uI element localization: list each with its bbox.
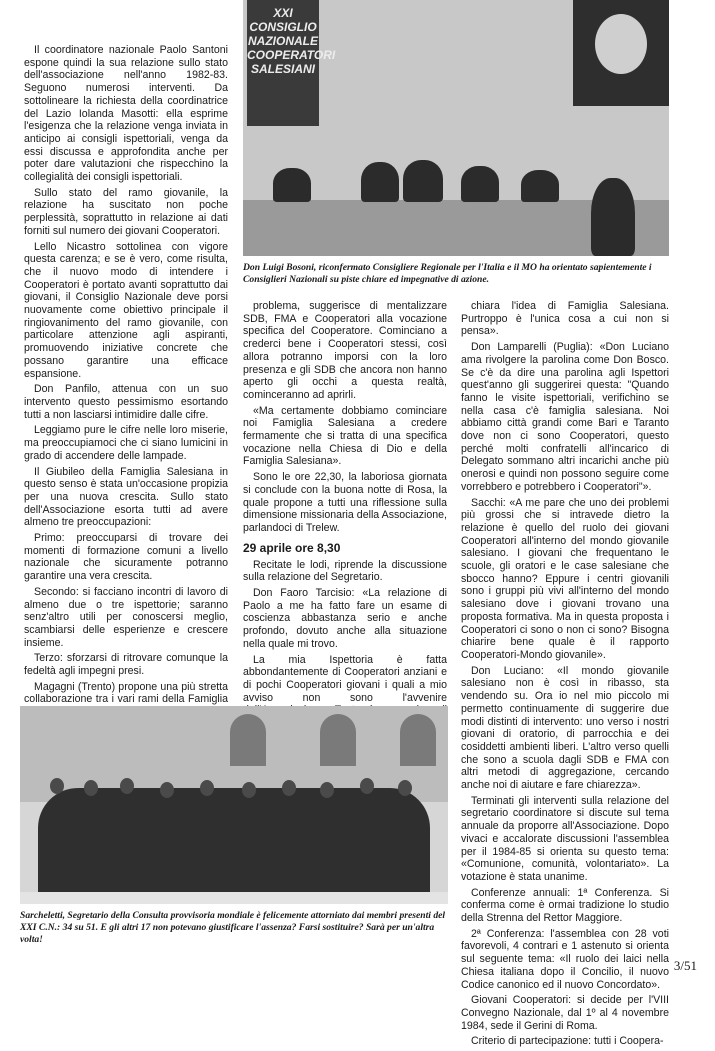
group-of-people: [38, 788, 430, 898]
paragraph: Don Lamparelli (Puglia): «Don Luciano ama rivolgere la parolina come Don Bosco. Se c'è da dire una parolina agli Ispettori quest'anno gli suggerirei questa: "Quando fanno le visite ispettoriali, verifichino se nella casa c'è famiglia salesiana. Noi abbiamo città grandi come Bari e Taranto dove non ci sono Cooperatori, questo perché molti confratelli all'incarico di Delegato sommano altri incarichi anche più onerosi e quindi non possono seguire come vorrebbero e potrebbero i Cooperatori"».: [461, 341, 669, 493]
paragraph: Il coordinatore nazionale Paolo Santoni espone quindi la sua relazione sullo stato dell'associazione nell'anno 1982-83. Seguono numerosi interventi. Da sottolineare la richiesta della coordinatrice del Lazio Iolanda Masotti: ella esprime l'esigenza che la relazione venga inviata in anticipo ai consigli ispettoriali, venga da essi discussa e approfondita anche per poter dare valutazioni che rispecchino la collegialità dei consigli ispettoriali.: [24, 44, 228, 184]
paragraph: «Ma certamente dobbiamo cominciare noi Famiglia Salesiana a credere fermamente che si tratta di una specifica vocazione nella Chiesa di Dio e della Famiglia Salesiana».: [243, 404, 447, 468]
paragraph: Don Panfilo, attenua con un suo intervento questo pessimismo esortando tutti a non lasciarsi intimidire dalle cifre.: [24, 383, 228, 421]
paragraph: Giovani Cooperatori: si decide per l'VIII Convegno Nazionale, dal 1º al 4 novembre 1984, sede il Gerini di Roma.: [461, 994, 669, 1032]
paragraph: Sullo stato del ramo giovanile, la relazione ha suscitato non poche perplessità, soprattutto in relazione ai dati forniti sul numero dei giovani Cooperatori.: [24, 186, 228, 237]
page-number: 3/51: [673, 958, 697, 973]
group-photo: [20, 706, 448, 904]
paragraph: La mia Ispettoria è fatta abbondantemente di Cooperatori anziani e di pochi Cooperatori giovani i quali a mio avviso non sono l'avvenire: [243, 653, 447, 704]
paragraph: Magagni (Trento) propone una più stretta collaborazione tra i vari rami della Famiglia: [24, 680, 228, 706]
paragraph: Recitate le lodi, riprende la discussione sulla relazione del Segretario.: [243, 558, 447, 584]
conference-banner: XXI CONSIGLIO NAZIONALE COOPERATORI SALESIANI: [247, 0, 319, 126]
paragraph: Primo: preoccuparsi di trovare dei momenti di formazione comuni a livello nazionale che sicuramente potranno garantire una vera crescita.: [24, 532, 228, 583]
paragraph: Lello Nicastro sottolinea con vigore questa carenza; e se è vero, come risulta, che il nuovo modo di intendere i Cooperatori è portato avanti soprattutto dai giovani, il Consiglio Nazionale deve porsi nuovamente come obiettivo principale il ringiovanimento del ramo giovanile, con particolare attenzione agli aspiranti, promuovendo iniziative concrete che possano garantire una efficace espansione.: [24, 240, 228, 380]
text-column-3: [461, 300, 669, 1051]
top-photo-caption: Don Luigi Bosoni, riconfermato Consigliere Regionale per l'Italia e il MO ha orientato sapientemente i Consiglieri Nazionali su piste chiare ed impegnative di azione.: [243, 262, 652, 285]
pavement: [20, 892, 448, 904]
portrait-poster: [573, 0, 669, 106]
paragraph: Terzo: sforzarsi di ritrovare comunque la fedeltà agli impegni presi.: [24, 652, 228, 678]
paragraph: Sacchi: «A me pare che uno dei problemi più grossi che si intravede dietro la relazione è quello del ruolo dei giovani Cooperatori all'interno del mondo giovanile salesiano. I giovani che frequentano le scuole, gli oratori e le case salesiane che sbocco hanno? Eppure i centri giovanili sono i gruppi più vivi all'interno del mondo salesiano dove i giovani trovano una proposta formativa. Ma in questa proposta i Cooperatori ci sono o non ci sono? Bisogna chiarire bene quale è il rapporto Cooperatori-Mondo giovanile».: [461, 496, 669, 661]
conference-photo: [243, 0, 669, 256]
section-heading: 29 aprile ore 8,30: [243, 540, 341, 555]
paragraph: Don Faoro Tarcisio: «La relazione di Paolo a me ha fatto fare un esame di coscienza abbastanza serio e anche profondo, dovuto anche alla situazione nella quale mi trovo.: [243, 587, 447, 650]
paragraph: Leggiamo pure le cifre nelle loro miserie, ma preoccupiamoci che ci siano lumicini in grado di accendere delle lampade.: [24, 424, 228, 462]
paragraph: Conferenze annuali: 1ª Conferenza. Si conferma come è ormai tradizione lo studio della Strenna del Rettor Maggiore.: [461, 886, 669, 925]
paragraph: problema, suggerisce di mentalizzare SDB, FMA e Cooperatori alla vocazione specifica del Cooperatore. Cominciano a crederci bene i Cooperatori stessi, così allora potranno imporsi con la loro presenza e gli SDB che ancora non hanno aperto gli occhi a questa realtà, cominceranno ad aprirli.: [243, 300, 447, 401]
paragraph: Don Luciano: «Il mondo giovanile salesiano non è così in ribasso, sta vendendo su. Ora io nel mio piccolo mi permetto continuamente di suggerire due modi distinti di intervento: uno verso i nostri giovani di oratorio, di parrocchia e dei cosiddetti ambienti liberi. L'altro verso quelli che sono a scuola dagli SDB e FMA con altri metodi di aggregazione, cercando anche noi di aiutare e fare chiarezza».: [461, 664, 669, 792]
paragraph: Il Giubileo della Famiglia Salesiana in questo senso è stata un'occasione propizia per una nuova crescita. Sullo stato dell'Associazione esorta tutti ad avere almeno tre preoccupazioni:: [24, 465, 228, 529]
paragraph: Terminati gli interventi sulla relazione del segretario coordinatore si discute sul tema annuale da proporre all'Associazione. Dopo vivaci e accalorate discussioni l'assemblea per il 1984-85 si orienta su questo tema: «Comunione, comunità, volontariato». La votazione è stata unanime.: [461, 794, 669, 883]
paragraph: Secondo: si facciano incontri di lavoro di almeno due o tre ispettorie; saranno senz'altro utili per conoscersi meglio, scambiarsi delle esperienze e crescere insieme.: [24, 585, 228, 649]
paragraph: 2ª Conferenza: l'assemblea con 28 voti favorevoli, 4 contrari e 1 astenuto si orienta sul seguente tema: «Il ruolo dei laici nella Chiesa italiana dopo il Concilio, il nuovo Codice canonico ed il nuovo Concordato».: [461, 927, 669, 991]
paragraph: Sono le ore 22,30, la laboriosa giornata si conclude con la buona notte di Rosa, la quale propone a tutti una riflessione sulla dimensione missionaria della Associazione, parlandoci di Trelew.: [243, 471, 447, 534]
paragraph: chiara l'idea di Famiglia Salesiana. Purtroppo è l'unica cosa a cui non si pensa».: [461, 300, 669, 338]
paragraph: Criterio di partecipazione: tutti i Coopera-: [471, 1035, 664, 1048]
bottom-photo-caption: Sarcheletti, Segretario della Consulta provvisoria mondiale è felicemente attorniato dai membri presenti del XXI C.N.: 34 su 51. E gli altri 17 non potevano giustificare l'assenza? Farsi sostituire? Sarà per un'altra volta!: [20, 910, 446, 945]
text-column-1: [24, 44, 228, 801]
